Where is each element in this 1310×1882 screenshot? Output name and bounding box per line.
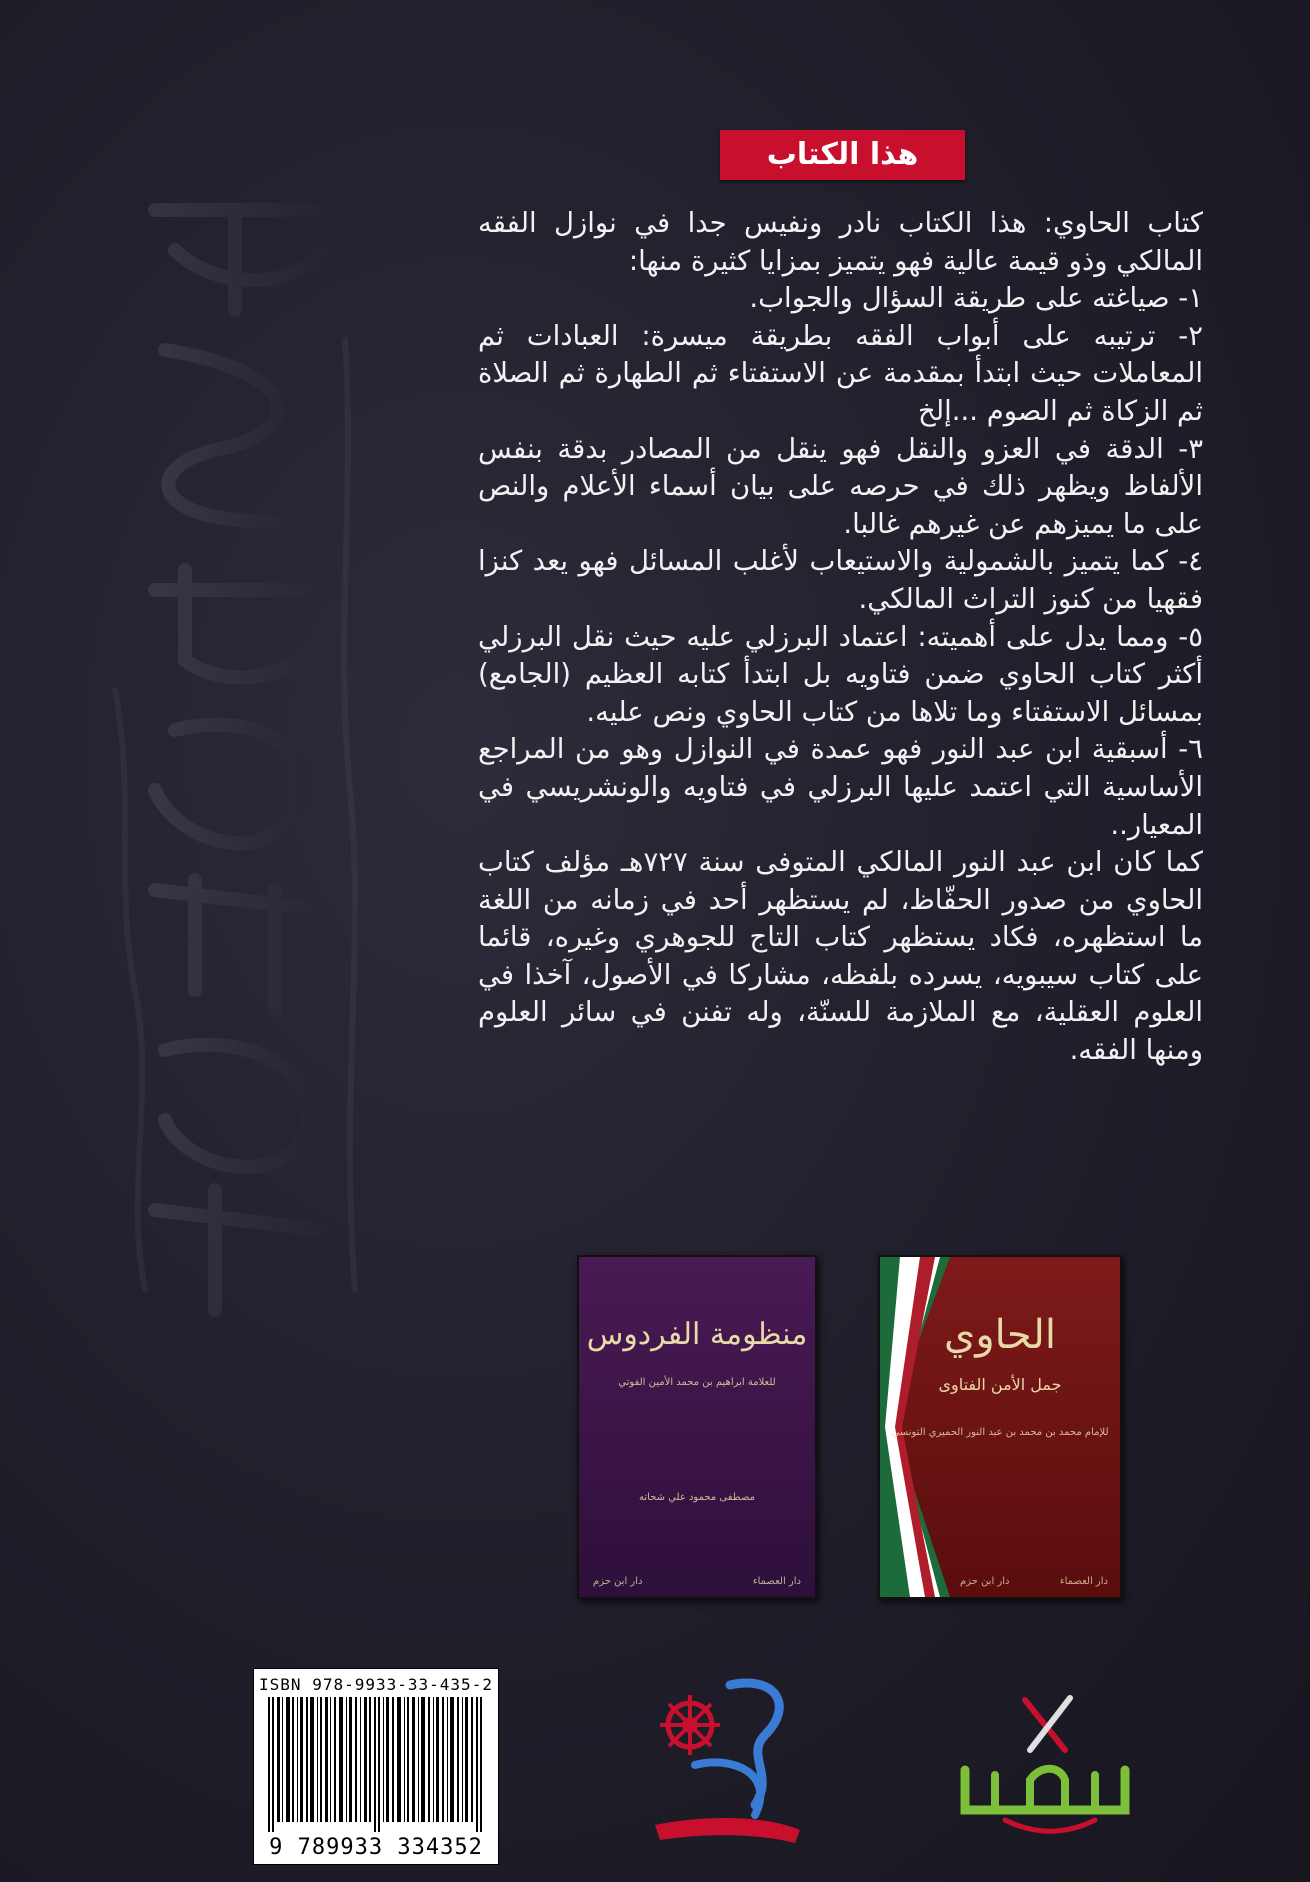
paragraph-point-4: ٤- كما يتميز بالشمولية والاستيعاب لأغلب المسائل فهو يعد كنزا فقهيا من كنوز التراث المالكي.: [478, 545, 1203, 615]
cover-author: للإمام محمد بن محمد بن عبد النور الحميري التونسي: [891, 1427, 1109, 1438]
cover-publisher-left: دار ابن حزم: [960, 1576, 1010, 1587]
book-cover-firdaws: [577, 1255, 817, 1599]
cover-publisher-right: دار العصماء: [1059, 1576, 1108, 1587]
cover-title: الحاوي: [944, 1312, 1056, 1358]
paragraph-point-1: ١- صياغته على طريقة السؤال والجواب.: [749, 282, 1203, 315]
description-text: [478, 205, 1203, 1070]
section-title: هذا الكتاب: [720, 130, 965, 180]
paragraph-point-2: ٢- ترتيبه على أبواب الفقه بطريقة ميسرة: العبادات ثم المعاملات حيث ابتدأ بمقدمة عن الاستفتاء ثم الطهارة ثم الصلاة ثم الزكاة ثم الصوم ...إلخ: [478, 319, 1203, 427]
embossed-calligraphy-decoration: [95, 190, 375, 1340]
cover-editor: مصطفى محمود علي شحاته: [638, 1492, 755, 1503]
cover-publisher-left: دار ابن حزم: [593, 1576, 643, 1587]
cover-subtitle: جمل الأمن الفتاوى: [938, 1375, 1062, 1394]
publisher-logo-asmaa: [945, 1680, 1145, 1840]
paragraph-intro: كتاب الحاوي: هذا الكتاب نادر ونفيس جدا في نوازل الفقه المالكي وذو قيمة عالية فهو يتميز بمزايا كثيرة منها:: [478, 207, 1203, 277]
isbn-barcode: [253, 1668, 499, 1865]
cover-title: منظومة الفردوس: [586, 1317, 808, 1352]
book-cover-alhawi: [878, 1255, 1122, 1599]
paragraph-author: كما كان ابن عبد النور المالكي المتوفى سنة ٧٢٧هـ مؤلف كتاب الحاوي من صدور الحفّاظ، لم يستظهر أحد في زمانه من اللغة ما استظهره، فكاد يستظهر كتاب التاج للجوهري وغيره، قائما على كتاب سيبويه، يسرده بلفظه، مشاركا في الأصول، آخذا في العلوم العقلية، مع الملازمة للسنّة، وله تفنن في سائر العلوم ومنها الفقه.: [478, 846, 1204, 1067]
barcode-bars: [268, 1697, 484, 1832]
publisher-logo-rawad: [635, 1665, 810, 1850]
paragraph-point-6: ٦- أسبقية ابن عبد النور فهو عمدة في النوازل وهو من المراجع الأساسية التي اعتمد عليها البرزلي في فتاويه والونشريسي في المعيار..: [478, 733, 1203, 841]
isbn-label: ISBN 978-9933-33-435-2: [259, 1675, 493, 1694]
cover-publisher-right: دار العصماء: [752, 1576, 801, 1587]
paragraph-point-3: ٣- الدقة في العزو والنقل فهو ينقل من المصادر بدقة بنفس الألفاظ ويظهر ذلك في حرصه على بيان أسماء الأعلام والنص على ما يميزهم عن غيرهم غالبا.: [478, 432, 1203, 540]
cover-subtitle: للعلامة ابراهيم بن محمد الأمين الفوتي: [618, 1377, 776, 1388]
paragraph-point-5: ٥- ومما يدل على أهميته: اعتماد البرزلي عليه حيث نقل البرزلي أكثر كتاب الحاوي ضمن فتاويه بل ابتدأ كتابه العظيم (الجامع) بمسائل الاستفتاء وما تلاها من كتاب الحاوي ونص عليه.: [478, 620, 1203, 728]
barcode-number: 9 789933 334352: [269, 1835, 483, 1860]
